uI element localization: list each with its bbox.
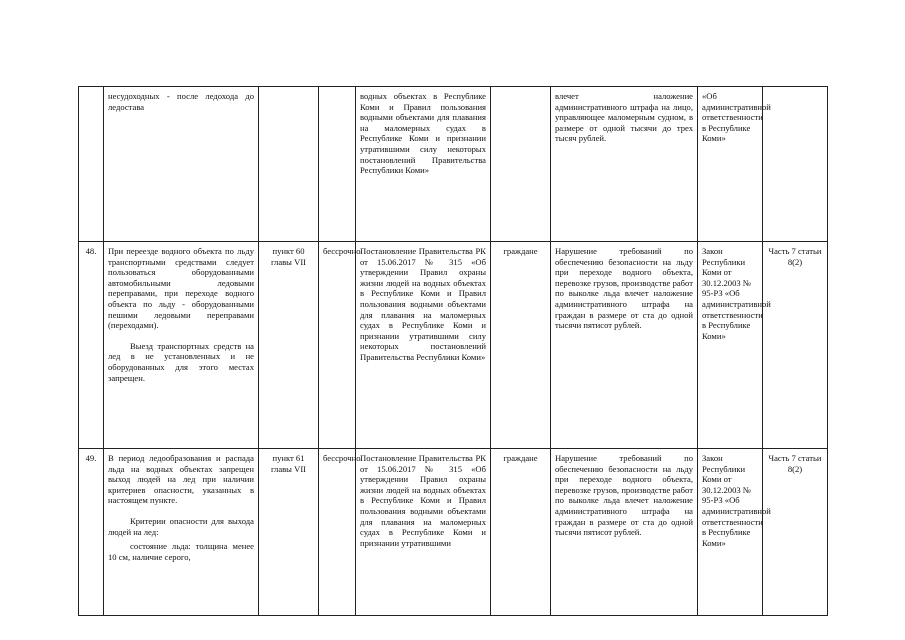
table-row: [79, 449, 828, 616]
requirement-text: Выезд транспортных средств на лед в не установленных и не оборудованных для этого местах запрещен.: [108, 340, 254, 383]
liability-cell: влечет наложение административного штрафа на лицо, управляющее маломерным судном, в размере от одной тысячи до трех тысяч рублей.: [551, 87, 698, 242]
document-cell: Постановление Правительства РК от 15.06.2017 № 315 «Об утверждении Правил охраны жизни людей на водных объектах в Республике Коми и Правил пользования водными объектами для плавания на маломерных судах в Республике Коми и признании утратившими силу некоторых постановлений Правительства Республики Коми»: [356, 242, 491, 449]
subjects-cell: граждане: [491, 242, 551, 449]
requirement-cell: [104, 87, 259, 242]
requirement-cell: [104, 242, 259, 449]
liability-cell: Нарушение требований по обеспечению безопасности на льду при переходе водного объекта, перевозке грузов, производстве работ по выколке льда влечет наложение административного штрафа на граждан в размере от ста до одной тысячи пятисот рублей.: [551, 449, 698, 616]
law-cell: Закон Республики Коми от 30.12.2003 № 95-РЗ «Об административной ответственности в Республике Коми»: [698, 242, 763, 449]
point-cell: [259, 87, 319, 242]
subjects-cell: [491, 87, 551, 242]
document-cell: водных объектах в Республике Коми и Правил пользования водными объектами для плавания на маломерных судах в Республике Коми и признании утратившими силу некоторых постановлений Правительства Республики Коми»: [356, 87, 491, 242]
article-cell: Часть 7 статьи 8(2): [763, 242, 828, 449]
row-number: 48.: [79, 242, 104, 449]
point-cell: пункт 61 главы VII: [259, 449, 319, 616]
law-cell: Закон Республики Коми от 30.12.2003 № 95-РЗ «Об административной ответственности в Республике Коми»: [698, 449, 763, 616]
liability-cell: Нарушение требований по обеспечению безопасности на льду при переходе водного объекта, перевозке грузов, производстве работ по выколке льда влечет наложение административного штрафа на граждан в размере от ста до одной тысячи пятисот рублей.: [551, 242, 698, 449]
requirements-table: [78, 86, 828, 616]
law-cell: «Об административной ответственности в Республике Коми»: [698, 87, 763, 242]
term-cell: бессрочно: [319, 242, 356, 449]
document-cell: Постановление Правительства РК от 15.06.2017 № 315 «Об утверждении Правил охраны жизни людей на водных объектах в Республике Коми и Правил пользования водными объектами для плавания на маломерных судах в Республике Коми и признании утратившими: [356, 449, 491, 616]
row-number: [79, 87, 104, 242]
row-number: 49.: [79, 449, 104, 616]
requirement-text: При переезде водного объекта по льду транспортными средствами следует пользоваться оборудованными автомобильными ледовыми переправами, при переходе водного объекта по льду - оборудованными пешими ледовыми переправами (переходами).: [108, 246, 254, 331]
requirement-cell: [104, 449, 259, 616]
term-cell: [319, 87, 356, 242]
point-cell: пункт 60 главы VII: [259, 242, 319, 449]
article-cell: [763, 87, 828, 242]
subjects-cell: граждане: [491, 449, 551, 616]
requirement-text: состояние льда: толщина менее 10 см, наличие серого,: [108, 541, 254, 562]
requirement-text: несудоходных - после ледохода до ледостава: [108, 91, 254, 112]
requirement-text: Критерии опасности для выхода людей на лед:: [108, 515, 254, 537]
table-row: [79, 87, 828, 242]
requirement-text: В период ледообразования и распада льда на водных объектах запрещен выход людей на лед при наличии критериев опасности, указанных в настоящем пункте.: [108, 453, 254, 506]
table-row: [79, 242, 828, 449]
article-cell: Часть 7 статьи 8(2): [763, 449, 828, 616]
term-cell: бессрочно: [319, 449, 356, 616]
